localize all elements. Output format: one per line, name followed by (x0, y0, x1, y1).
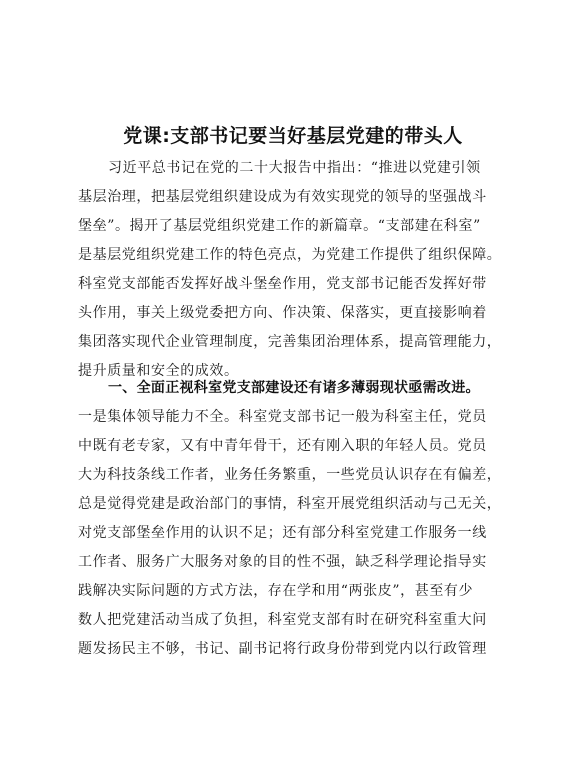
paragraph-line: 中既有老专家，又有中青年骨干，还有刚入职的年轻人员。党员 (78, 438, 487, 454)
paragraph-line: 头作用，事关上级党委把方向、作决策、保落实，更直接影响着 (78, 305, 487, 321)
paragraph-line: 堡垒”。揭开了基层党组织党建工作的新篇章。“支部建在科室” (78, 218, 481, 234)
paragraph-line: 对党支部堡垒作用的认识不足；还有部分科室党建工作服务一线 (78, 525, 487, 541)
paragraph-line: 践解决实际问题的方式方法，存在学和用“两张皮”，甚至有少 (78, 583, 474, 599)
paragraph-line: 集团落实现代企业管理制度，完善集团治理体系，提高管理能力， (78, 334, 502, 350)
paragraph-line: 基层治理，把基层党组织建设成为有效实现党的领导的坚强战斗 (78, 189, 487, 205)
paragraph-line: 题发扬民主不够，书记、副书记将行政身份带到党内以行政管理 (78, 641, 487, 657)
paragraph-line: 工作者、服务广大服务对象的目的性不强，缺乏科学理论指导实 (78, 554, 487, 570)
paragraph-line: 一是集体领导能力不全。科室党支部书记一般为科室主任，党员 (78, 409, 487, 425)
paragraph-line: 总是觉得党建是政治部门的事情，科室开展党组织活动与己无关， (78, 496, 502, 512)
paragraph-line: 科室党支部能否发挥好战斗堡垒作用，党支部书记能否发挥好带 (78, 276, 487, 292)
paragraph-line: 数人把党建活动当成了负担，科室党支部有时在研究科室重大问 (78, 612, 487, 628)
paragraph-line: 是基层党组织党建工作的特色亮点，为党建工作提供了组织保障。 (78, 247, 502, 263)
document-title: 党课:支部书记要当好基层党建的带头人 (123, 125, 463, 147)
paragraph-line: 提升质量和安全的成效。 (78, 363, 239, 379)
section-heading: 一、全面正视科室党支部建设还有诸多薄弱现状亟需改进。 (108, 380, 480, 396)
paragraph-line: 大为科技条线工作者，业务任务繁重，一些党员认识存在有偏差， (78, 467, 502, 483)
paragraph-line: 习近平总书记在党的二十大报告中指出：“推进以党建引领 (108, 160, 481, 176)
